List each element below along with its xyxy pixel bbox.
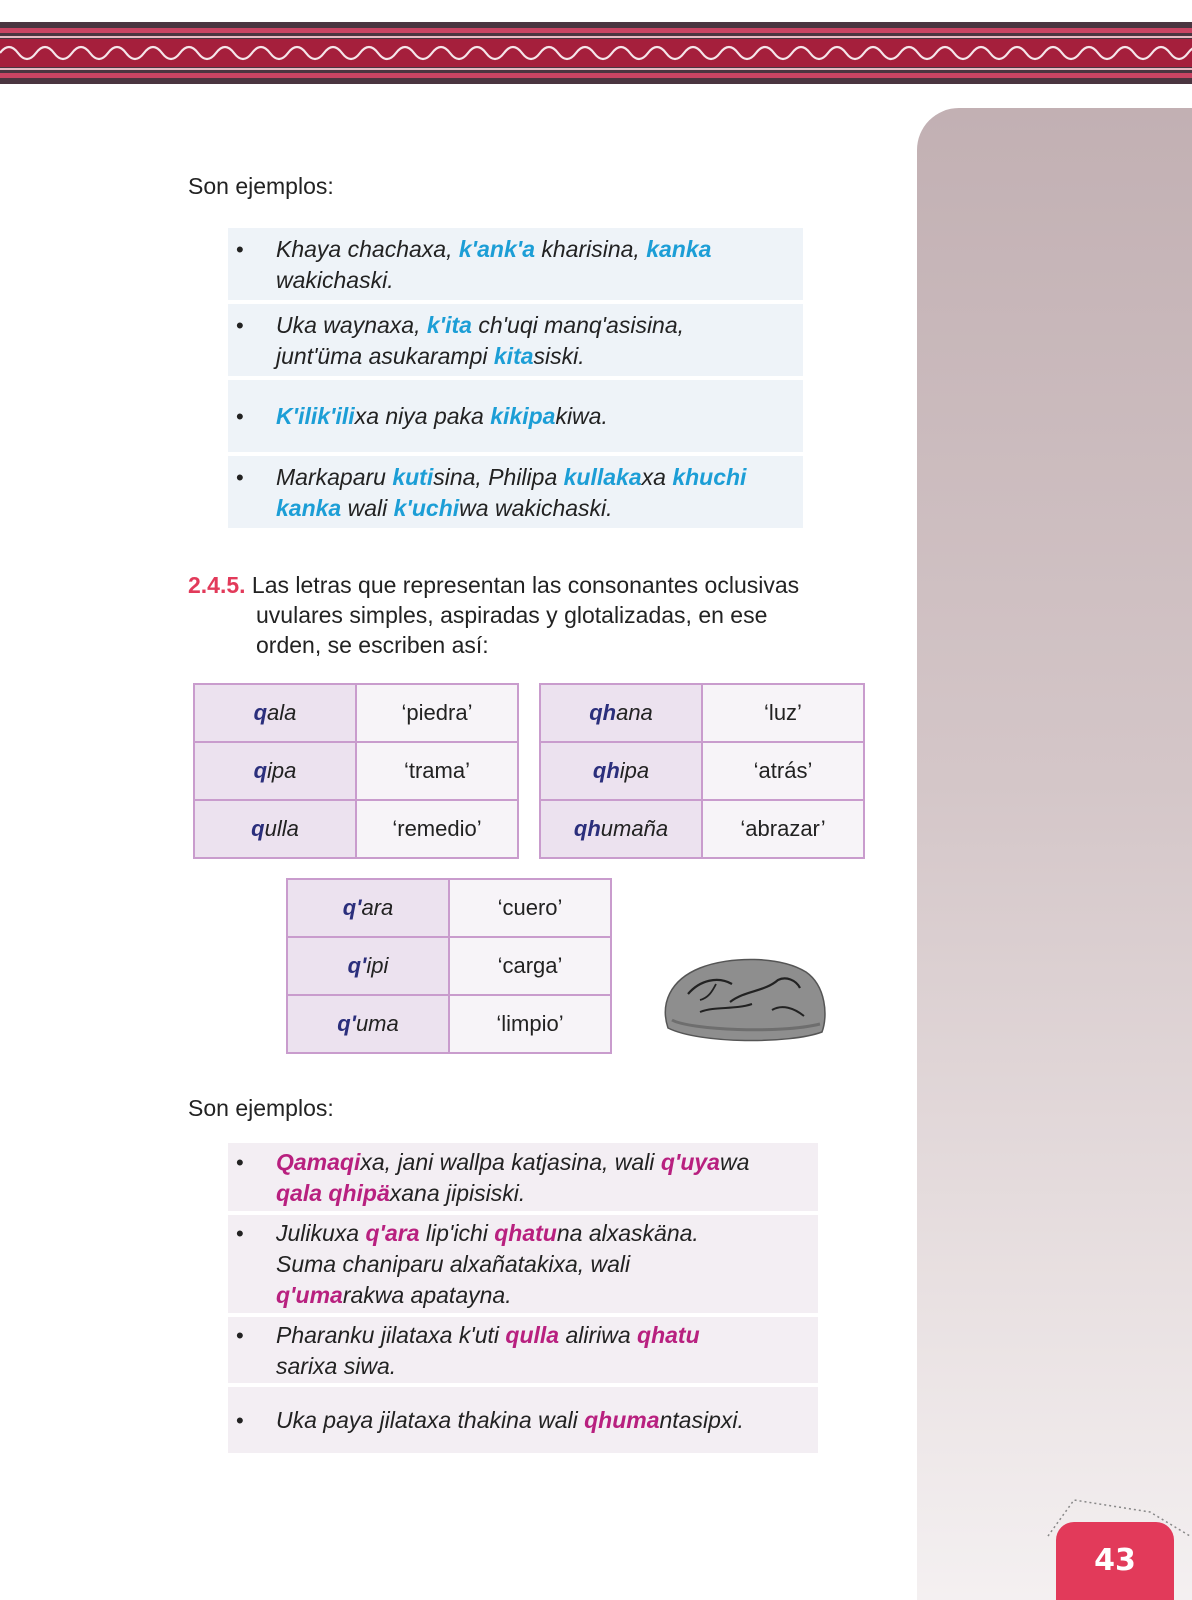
- highlighted-word: k'uchi: [393, 495, 460, 521]
- list-item: • Khaya chachaxa, k'ank'a kharisina, kanka wakichaski.: [228, 228, 803, 300]
- example-sentence: [276, 234, 789, 296]
- highlighted-word: kikipa: [490, 403, 556, 429]
- sentence-text: wa: [719, 1149, 750, 1175]
- sentence-text: sarixa siwa.: [276, 1353, 397, 1379]
- aymara-word: [540, 742, 702, 800]
- aymara-word: [194, 684, 356, 742]
- letter-highlight: qh: [592, 758, 620, 783]
- example-sentence: [276, 1218, 804, 1311]
- highlighted-word: kanka: [276, 495, 342, 521]
- example-sentence: [276, 1320, 804, 1382]
- sentence-text: ch'uqi manq'asisina,: [471, 312, 685, 338]
- example-sentence: [276, 310, 789, 372]
- sentence-text: xa, jani wallpa katjasina, wali: [360, 1149, 661, 1175]
- letter-highlight: q': [342, 895, 362, 920]
- highlighted-word: qhatu: [637, 1322, 700, 1348]
- example-sentence: [276, 1147, 804, 1209]
- sentence-text: Uka waynaxa,: [276, 312, 427, 338]
- section-2-4-5: [188, 570, 868, 660]
- highlighted-word: k'ank'a: [458, 236, 535, 262]
- sentence-text: xa: [641, 464, 673, 490]
- section-number: 2.4.5.: [188, 572, 246, 598]
- highlighted-word: kita: [493, 343, 534, 369]
- table-row: [540, 742, 864, 800]
- side-panel: [917, 108, 1192, 1600]
- highlighted-word: q'uya: [660, 1149, 720, 1175]
- word-rest: ara: [361, 895, 394, 920]
- sentence-text: junt'üma asukarampi: [276, 343, 494, 369]
- page-number: 43: [1056, 1522, 1174, 1600]
- spanish-gloss: ‘cuero’: [449, 879, 611, 937]
- highlighted-word: qulla: [505, 1322, 560, 1348]
- aymara-word: [194, 742, 356, 800]
- table-row: [287, 937, 611, 995]
- sentence-text: kiwa.: [555, 403, 608, 429]
- list-item: • Julikuxa q'ara lip'ichi qhatuna alxaskäna. Suma chaniparu alxañatakixa, wali q'umarakwa apatayna.: [228, 1215, 818, 1313]
- word-rest: ipa: [619, 758, 650, 783]
- letter-highlight: q': [347, 953, 367, 978]
- sentence-text: siski.: [533, 343, 585, 369]
- example-sentence: [276, 1405, 804, 1436]
- spanish-gloss: ‘limpio’: [449, 995, 611, 1053]
- highlighted-word: qhatu: [494, 1220, 557, 1246]
- table-row: [287, 879, 611, 937]
- highlighted-word: kuti: [392, 464, 434, 490]
- aymara-word: [287, 995, 449, 1053]
- letter-highlight: q: [251, 816, 265, 841]
- example-sentence: [276, 462, 789, 524]
- sentence-text: xana jipisiski.: [389, 1180, 526, 1206]
- table-row: [540, 800, 864, 858]
- section-text-line2: uvulares simples, aspiradas y glotalizadas, en ese: [256, 602, 768, 628]
- vocab-table-q: [193, 683, 519, 859]
- sentence-text: Pharanku jilataxa k'uti: [276, 1322, 506, 1348]
- list-item: • Qamaqixa, jani wallpa katjasina, wali q'uyawa qala qhipäxana jipisiski.: [228, 1143, 818, 1211]
- spanish-gloss: ‘piedra’: [356, 684, 518, 742]
- list-item: • Markaparu kutisina, Philipa kullakaxa khuchi kanka wali k'uchiwa wakichaski.: [228, 456, 803, 528]
- vocab-table-q-glottal: [286, 878, 612, 1054]
- highlighted-word: k'ita: [426, 312, 472, 338]
- aymara-word: [287, 879, 449, 937]
- sentence-text: Suma chaniparu alxañatakixa, wali: [276, 1251, 631, 1277]
- vocab-table-qh: [539, 683, 865, 859]
- word-rest: uma: [355, 1011, 399, 1036]
- highlighted-word: K'ilik'ili: [276, 403, 355, 429]
- highlighted-word: kanka: [646, 236, 712, 262]
- table-row: [540, 684, 864, 742]
- list-item: • Uka paya jilataxa thakina wali qhumantasipxi.: [228, 1387, 818, 1453]
- sentence-text: wa wakichaski.: [459, 495, 613, 521]
- letter-highlight: q: [253, 700, 268, 725]
- examples-heading-1: Son ejemplos:: [188, 173, 334, 199]
- spanish-gloss: ‘trama’: [356, 742, 518, 800]
- word-rest: ala: [267, 700, 297, 725]
- table-row: [287, 995, 611, 1053]
- highlighted-word: qhuma: [584, 1407, 660, 1433]
- word-rest: ipi: [366, 953, 389, 978]
- section-text-line1: Las letras que representan las consonantes oclusivas: [245, 572, 800, 598]
- sentence-text: Khaya chachaxa,: [276, 236, 459, 262]
- letter-highlight: q: [253, 758, 268, 783]
- letter-highlight: q': [337, 1011, 356, 1036]
- sentence-text: aliriwa: [559, 1322, 638, 1348]
- letter-highlight: qh: [573, 816, 601, 841]
- highlighted-word: khuchi: [672, 464, 747, 490]
- examples-heading-2: Son ejemplos:: [188, 1095, 334, 1121]
- spanish-gloss: ‘atrás’: [702, 742, 864, 800]
- table-row: [194, 800, 518, 858]
- sentence-text: wali: [341, 495, 394, 521]
- highlighted-word: q'uma: [276, 1282, 343, 1308]
- aymara-word: [540, 800, 702, 858]
- sentence-text: Uka paya jilataxa thakina wali: [276, 1407, 585, 1433]
- sentence-text: xa niya paka: [354, 403, 491, 429]
- rock-illustration: [660, 950, 828, 1046]
- spanish-gloss: ‘luz’: [702, 684, 864, 742]
- example-sentence: [276, 401, 789, 432]
- highlighted-word: q'ara: [365, 1220, 420, 1246]
- sentence-text: na alxaskäna.: [556, 1220, 699, 1246]
- list-item: • Pharanku jilataxa k'uti qulla aliriwa qhatu sarixa siwa.: [228, 1317, 818, 1383]
- sentence-text: Markaparu: [276, 464, 393, 490]
- decorative-band: [0, 22, 1192, 84]
- word-rest: ulla: [264, 816, 299, 841]
- spanish-gloss: ‘abrazar’: [702, 800, 864, 858]
- highlighted-word: kullaka: [563, 464, 642, 490]
- table-row: [194, 742, 518, 800]
- letter-highlight: qh: [589, 700, 617, 725]
- word-rest: umaña: [600, 816, 669, 841]
- sentence-text: lip'ichi: [419, 1220, 495, 1246]
- highlighted-word: Qamaqi: [276, 1149, 361, 1175]
- sentence-text: Julikuxa: [276, 1220, 366, 1246]
- word-rest: ana: [616, 700, 653, 725]
- spanish-gloss: ‘remedio’: [356, 800, 518, 858]
- list-item: • K'ilik'ilixa niya paka kikipakiwa.: [228, 380, 803, 452]
- sentence-text: ntasipxi.: [659, 1407, 744, 1433]
- sentence-text: sina, Philipa: [433, 464, 564, 490]
- aymara-word: [287, 937, 449, 995]
- word-rest: ipa: [267, 758, 297, 783]
- spanish-gloss: ‘carga’: [449, 937, 611, 995]
- highlighted-word: qala qhipä: [276, 1180, 390, 1206]
- sentence-text: rakwa apatayna.: [342, 1282, 512, 1308]
- aymara-word: [194, 800, 356, 858]
- sentence-text: wakichaski.: [276, 267, 394, 293]
- aymara-word: [540, 684, 702, 742]
- section-text-line3: orden, se escriben así:: [256, 632, 489, 658]
- table-row: [194, 684, 518, 742]
- sentence-text: kharisina,: [535, 236, 647, 262]
- list-item: • Uka waynaxa, k'ita ch'uqi manq'asisina, junt'üma asukarampi kitasiski.: [228, 304, 803, 376]
